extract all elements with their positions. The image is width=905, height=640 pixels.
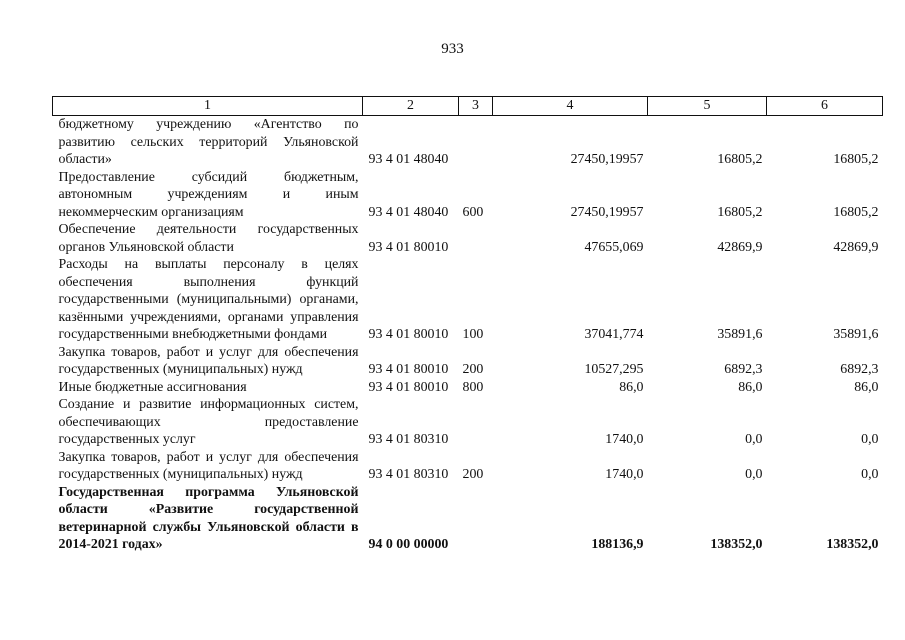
row-name: Создание и развитие информационных систем, обеспечивающих предоставление государственных услуг [58,397,359,447]
row-value-5: 16805,2 [717,204,763,220]
row-name: Обеспечение деятельности государственных органов Ульяновской области [58,222,359,255]
table-row [53,116,883,169]
row-code: 93 4 01 80010 [368,239,449,255]
row-value-6: 16805,2 [833,204,879,220]
row-value-6: 138352,0 [826,537,879,552]
row-value-4: 27450,19957 [570,204,644,220]
row-code: 93 4 01 80310 [368,467,449,482]
table-body [53,116,883,554]
table-header-row [53,97,883,116]
row-name: Государственная программа Ульяновской области «Развитие государственной ветеринарной службы Ульяновской области в 2014-2021 годах» [58,484,359,552]
row-type [459,221,493,256]
row-name: бюджетному учреждению «Агентство по развитию сельских территорий Ульяновской области» [58,117,359,167]
row-value-6: 86,0 [854,379,879,395]
row-name: Иные бюджетные ассигнования [58,379,247,395]
row-value-4: 188136,9 [591,537,644,552]
column-header-2: 2 [363,97,459,116]
row-value-6: 16805,2 [833,152,879,167]
row-type [459,396,493,449]
row-value-6: 42869,9 [833,239,879,255]
row-name: Закупка товаров, работ и услуг для обеспечения государственных (муниципальных) нужд [58,344,359,377]
table-row-program-total [53,484,883,554]
row-name: Закупка товаров, работ и услуг для обеспечения государственных (муниципальных) нужд [58,449,359,482]
row-value-5: 86,0 [738,379,763,395]
table-row [53,256,883,344]
row-value-5: 16805,2 [717,152,763,167]
row-type: 600 [462,204,484,220]
row-type: 200 [462,362,484,377]
row-value-4: 1740,0 [605,467,644,482]
row-type: 100 [462,327,484,342]
row-code: 93 4 01 80310 [368,432,449,447]
row-value-5: 35891,6 [717,327,763,342]
row-name: Расходы на выплаты персоналу в целях обеспечения выполнения функций государственными (муниципальными) органами, казёнными учреждениями, органами управления государственными внебюджетными фондами [58,257,359,342]
column-header-1: 1 [53,97,363,116]
row-value-4: 86,0 [619,379,644,395]
budget-table [52,96,883,554]
table-row [53,379,883,397]
row-value-6: 0,0 [861,467,879,482]
row-code: 93 4 01 48040 [368,204,449,220]
column-header-6: 6 [767,97,883,116]
row-value-4: 47655,069 [584,239,644,255]
row-type: 800 [462,379,484,395]
table-row [53,396,883,449]
row-value-6: 6892,3 [840,362,879,377]
table-row [53,169,883,222]
row-code: 94 0 00 00000 [368,537,449,552]
row-type [459,116,493,169]
row-value-4: 27450,19957 [570,152,644,167]
row-value-6: 35891,6 [833,327,879,342]
column-header-4: 4 [493,97,648,116]
row-code: 93 4 01 80010 [368,379,449,395]
row-type: 200 [462,467,484,482]
row-value-4: 1740,0 [605,432,644,447]
row-value-5: 138352,0 [710,537,763,552]
row-code: 93 4 01 48040 [368,152,449,167]
row-value-6: 0,0 [861,432,879,447]
page-number: 933 [441,41,464,57]
row-value-4: 10527,295 [584,362,644,377]
column-header-3: 3 [459,97,493,116]
row-code: 93 4 01 80010 [368,362,449,377]
row-value-5: 0,0 [745,432,763,447]
row-value-5: 0,0 [745,467,763,482]
row-name: Предоставление субсидий бюджетным, автономным учреждениям и иным некоммерческим организациям [58,169,359,220]
column-header-5: 5 [648,97,767,116]
table-row [53,344,883,379]
row-value-4: 37041,774 [584,327,644,342]
table-row [53,449,883,484]
table-row [53,221,883,256]
row-code: 93 4 01 80010 [368,327,449,342]
row-type [459,484,493,554]
row-value-5: 42869,9 [717,239,763,255]
row-value-5: 6892,3 [724,362,763,377]
